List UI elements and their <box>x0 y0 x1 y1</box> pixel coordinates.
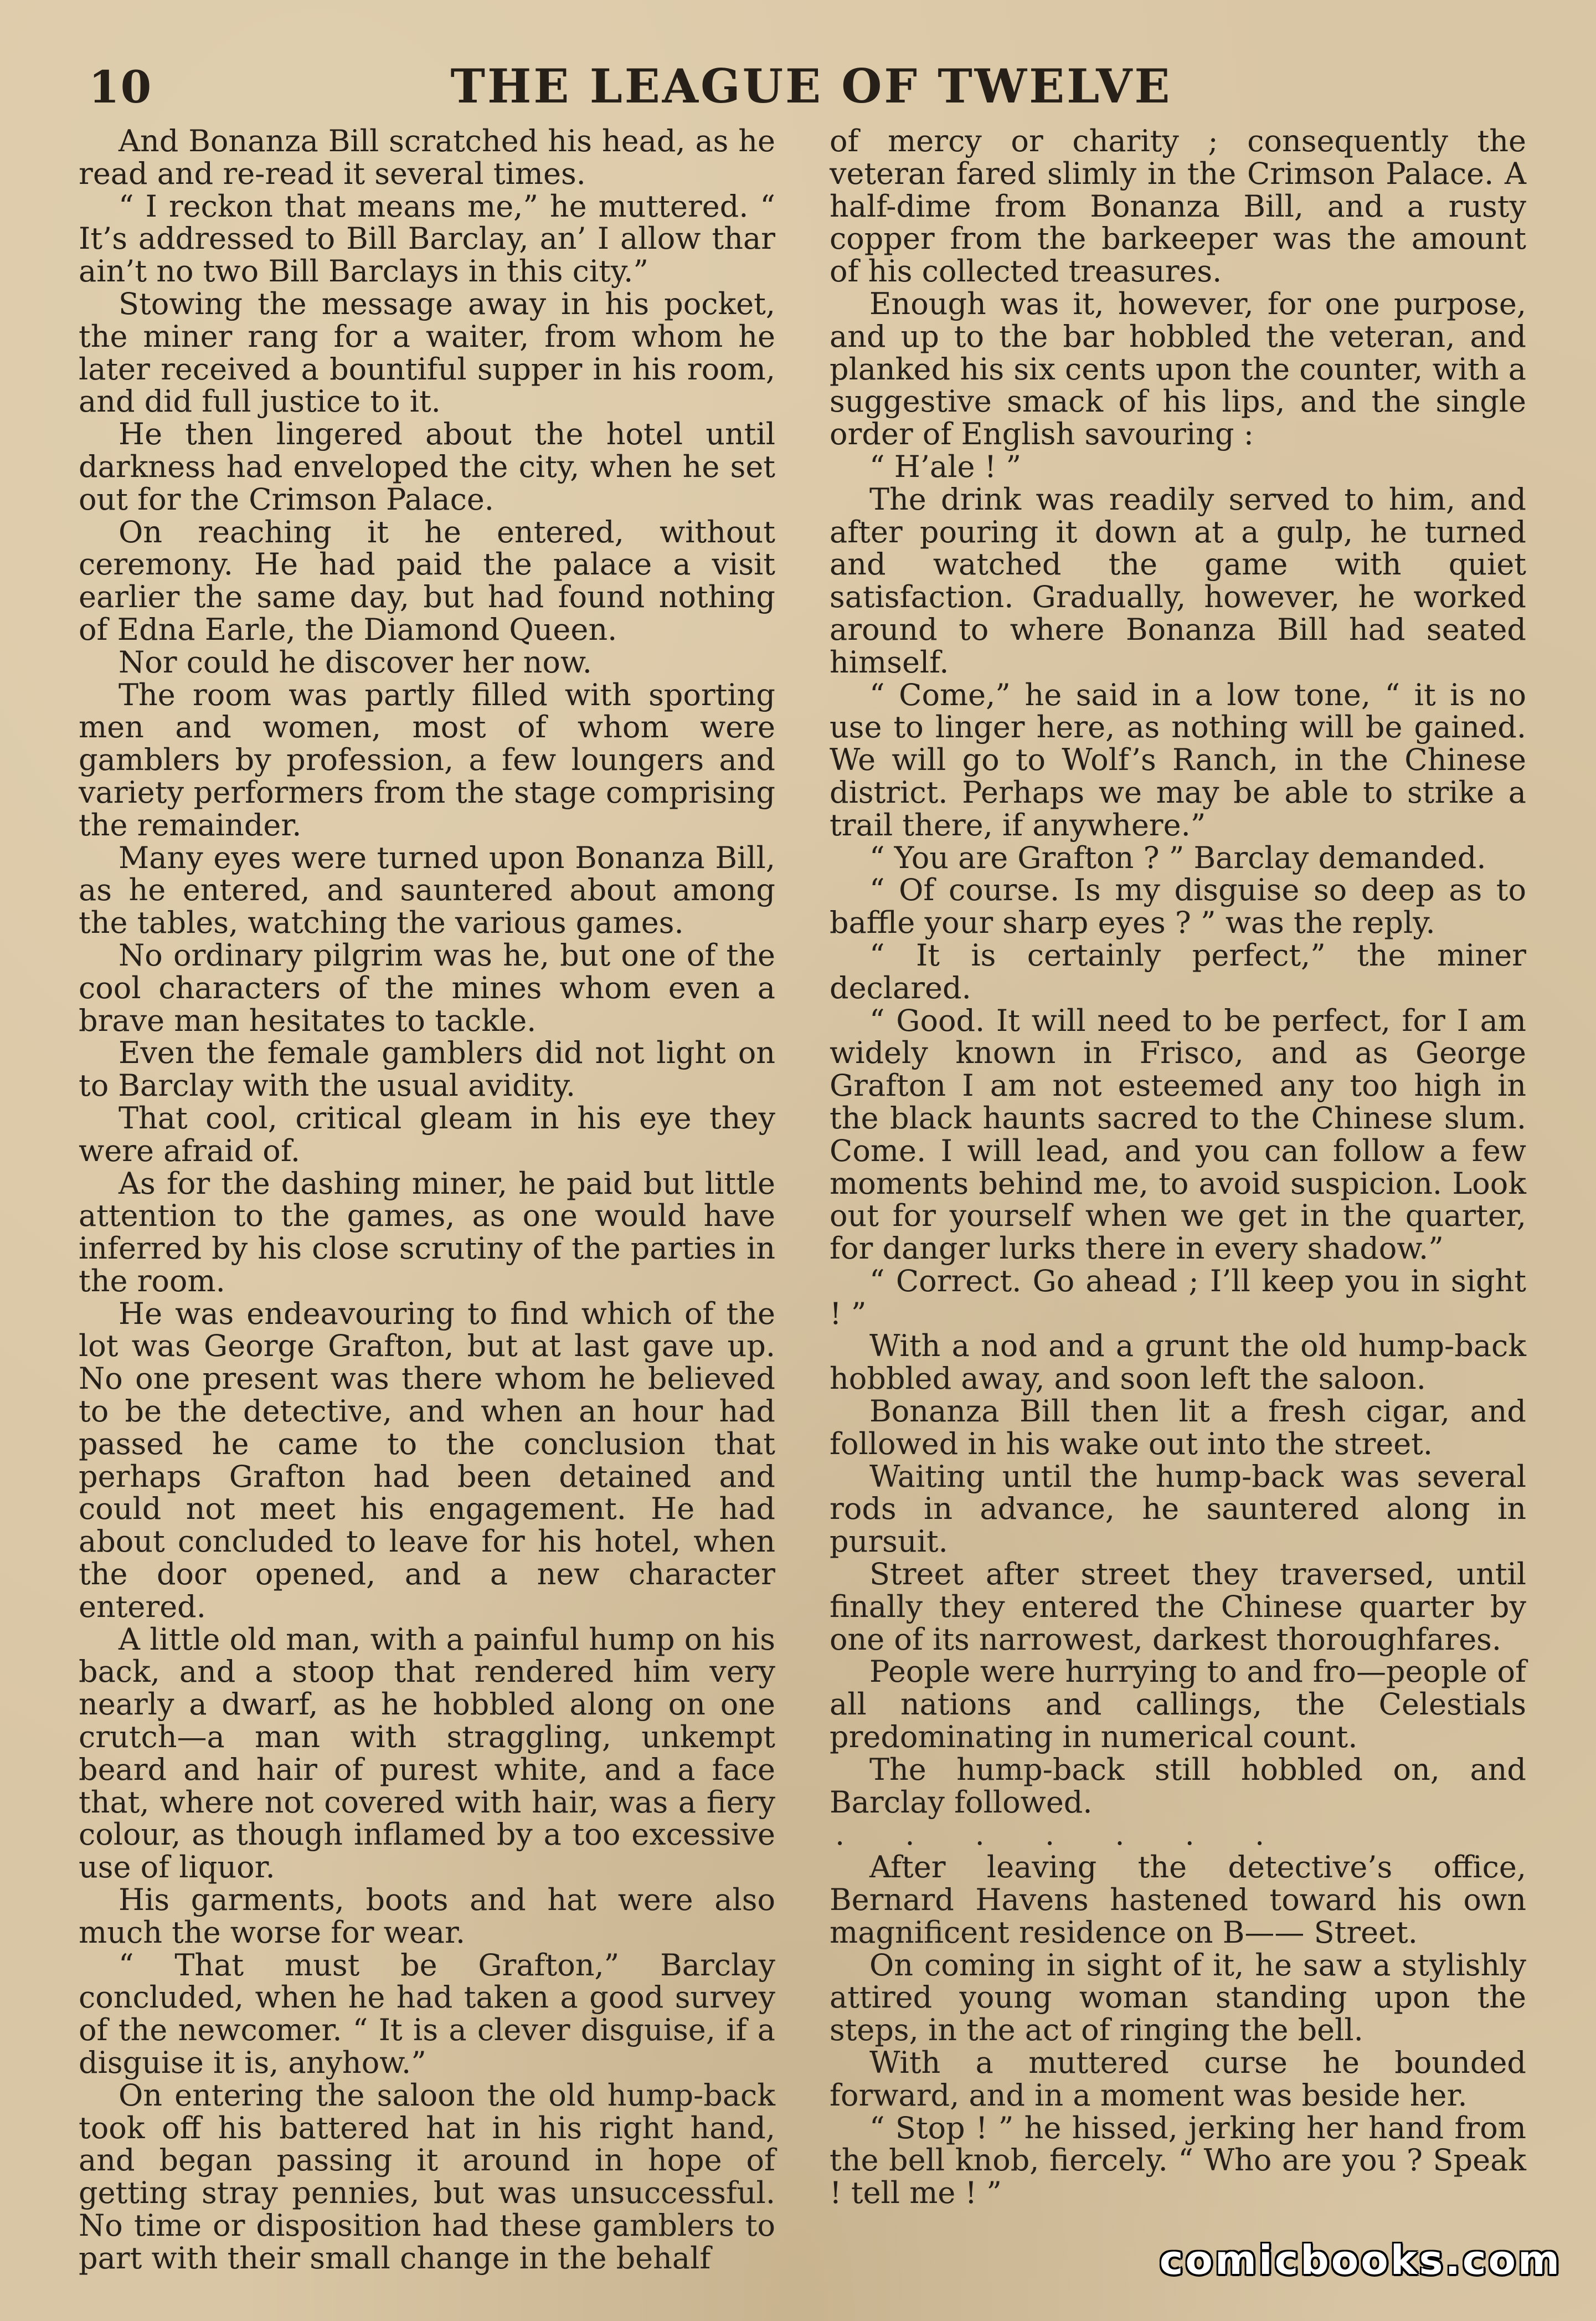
paragraph: With a muttered curse he bounded forward, and in a moment was beside her. <box>830 2045 1526 2113</box>
paragraph: Stowing the message away in his pocket, the miner rang for a waiter, from whom he later received a bountiful supper in his room, and did full justice to it. <box>79 286 775 419</box>
paragraph: The room was partly filled with sporting men and women, most of whom were gamblers by profession, a few loungers and variety performers from the stage comprising the remainder. <box>79 677 775 843</box>
paragraph: “ That must be Grafton,” Barclay concluded, when he had taken a good survey of the newcomer. “ It is a clever disguise, if a disguise it is, anyhow.” <box>79 1947 775 2081</box>
paragraph: On coming in sight of it, he saw a stylishly attired young woman standing upon the steps, in the act of ringing the bell. <box>830 1947 1526 2048</box>
paragraph: “ Correct. Go ahead ; I’ll keep you in sight ! ” <box>830 1263 1526 1331</box>
paragraph: A little old man, with a painful hump on his back, and a stoop that rendered him very nearly a dwarf, as he hobbled along on one crutch—a man with straggling, unkempt beard and hair of purest white, and a face that, where not covered with hair, was a fiery colour, as though inflamed by a too excessive use of liquor. <box>79 1621 775 1885</box>
paragraph: The drink was readily served to him, and after pouring it down at a gulp, he turned and watched the game with quiet satisfaction. Gradually, however, he worked around to where Bonanza Bill had seated himself. <box>830 481 1526 680</box>
watermark: comicbooks.com <box>1159 2237 1562 2283</box>
paragraph: People were hurrying to and fro—people of all nations and callings, the Celestials predominating in numerical count. <box>830 1654 1526 1755</box>
paragraph: “ You are Grafton ? ” Barclay demanded. <box>869 840 1486 875</box>
left-column <box>79 125 775 2275</box>
paragraph: Many eyes were turned upon Bonanza Bill, as he entered, and sauntered about among the tables, watching the various games. <box>79 840 775 941</box>
paragraph: Even the female gamblers did not light on to Barclay with the usual avidity. <box>79 1035 775 1103</box>
paragraph: Enough was it, however, for one purpose, and up to the bar hobbled the veteran, and planked his six cents upon the counter, with a suggestive smack of his lips, and the single order of English savouring : <box>830 286 1526 452</box>
paragraph: Nor could he discover her now. <box>119 644 592 680</box>
paragraph: As for the dashing miner, he paid but little attention to the games, as one would have inferred by his close scrutiny of the parties in the room. <box>79 1165 775 1298</box>
paragraph: Street after street they traversed, until finally they entered the Chinese quarter by one of its narrowest, darkest thoroughfares. <box>830 1557 1526 1657</box>
paragraph: His garments, boots and hat were also much the worse for wear. <box>79 1882 775 1950</box>
paragraph: No ordinary pilgrim was he, but one of the cool characters of the mines whom even a brave man hesitates to tackle. <box>79 937 775 1038</box>
paragraph: That cool, critical gleam in his eye they were afraid of. <box>79 1100 775 1168</box>
paragraph: With a nod and a grunt the old hump-back hobbled away, and soon left the saloon. <box>830 1328 1526 1396</box>
paragraph: “ Come,” he said in a low tone, “ it is no use to linger here, as nothing will be gained. We will go to Wolf’s Ranch, in the Chinese district. Perhaps we may be able to strike a trail there, if anywhere.” <box>830 677 1526 843</box>
paragraph: He was endeavouring to find which of the lot was George Grafton, but at last gave up. No one present was there whom he believed to be the detective, and when an hour had passed he came to the conclusion that perhaps Grafton had been detained and could not meet his engagement. He had about concluded to leave for his hotel, when the door opened, and a new character entered. <box>79 1296 775 1624</box>
paragraph: of mercy or charity ; consequently the veteran fared slimly in the Crimson Palace. A half-dime from Bonanza Bill, and a rusty copper from the barkeeper was the amount of his collected treasures. <box>830 124 1526 289</box>
paragraph: “ Of course. Is my disguise so deep as to baffle your sharp eyes ? ” was the reply. <box>830 872 1526 941</box>
paragraph: The hump-back still hobbled on, and Barclay followed. <box>830 1752 1526 1820</box>
paragraph: “ I reckon that means me,” he muttered. “ It’s addressed to Bill Barclay, an’ I allow thar ain’t no two Bill Barclays in this city.” <box>79 188 775 289</box>
section-break: . . . . . . . <box>835 1817 1290 1852</box>
paragraph: On entering the saloon the old hump-back took off his battered hat in his right hand, and began passing it around in hope of getting stray pennies, but was unsuccessful. No time or disposition had these gamblers to part with their small change in the behalf <box>79 2077 775 2276</box>
right-column <box>830 125 1526 2210</box>
paragraph: “ Good. It will need to be perfect, for I am widely known in Frisco, and as George Grafton I am not esteemed any too high in the black haunts sacred to the Chinese slum. Come. I will lead, and you can follow a few moments behind me, to avoid suspicion. Look out for yourself when we get in the quarter, for danger lurks there in every shadow.” <box>830 1003 1526 1266</box>
paragraph: “ Stop ! ” he hissed, jerking her hand from the bell knob, fiercely. “ Who are you ? Speak ! tell me ! ” <box>830 2110 1526 2211</box>
paragraph: And Bonanza Bill scratched his head, as he read and re-read it several times. <box>79 124 775 191</box>
paragraph: On reaching it he entered, without ceremony. He had paid the palace a visit earlier the same day, but had found nothing of Edna Earle, the Diamond Queen. <box>79 514 775 647</box>
paragraph: Waiting until the hump-back was several rods in advance, he sauntered along in pursuit. <box>830 1459 1526 1559</box>
paragraph: “ H’ale ! ” <box>869 449 1022 484</box>
paragraph: He then lingered about the hotel until darkness had enveloped the city, when he set out for the Crimson Palace. <box>79 417 775 517</box>
paragraph: After leaving the detective’s office, Bernard Havens hastened toward his own magnificent residence on B—— Street. <box>830 1850 1526 1950</box>
paragraph: Bonanza Bill then lit a fresh cigar, and followed in his wake out into the street. <box>830 1394 1526 1461</box>
paragraph: “ It is certainly perfect,” the miner declared. <box>830 937 1526 1005</box>
page-header <box>83 55 1540 122</box>
page-title: THE LEAGUE OF TWELVE <box>450 59 1172 114</box>
page-number: 10 <box>89 61 153 113</box>
